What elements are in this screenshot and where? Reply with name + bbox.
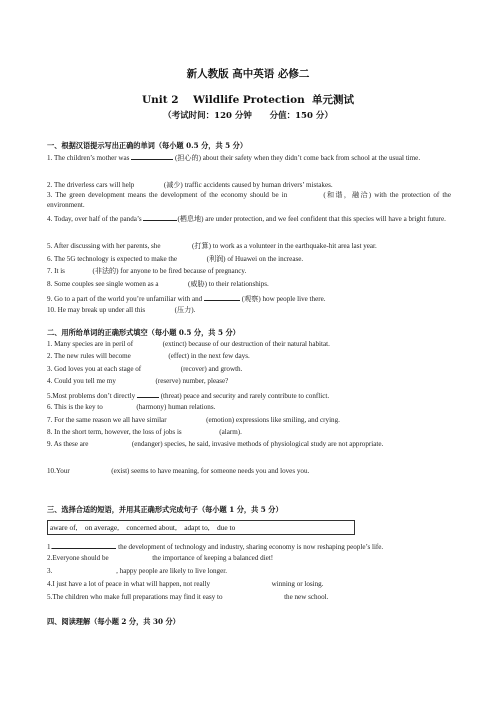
item-text: the importance of keeping a balanced diet! [150,554,274,562]
item-text: , happy people are likely to live longer. [116,567,227,575]
list-item [47,365,451,375]
item-text: 6. The 5G technology is expected to make the [47,255,179,263]
list-item [47,213,451,225]
item-text: 9. As these are [47,440,91,448]
item-text: (打算) to work as a volunteer in the earthquake-hit area last year. [190,242,377,250]
item-text: (recover) and growth. [178,365,243,373]
item-text: (观察) how people live there. [240,295,326,303]
list-item [47,242,451,252]
item-text: 5.Most problems don’t directly [47,392,137,400]
section4-heading: 四、阅读理解（每小题 2 分，共 30 分） [47,617,180,626]
answer-blank[interactable] [143,213,177,221]
answer-blank[interactable] [52,541,116,549]
item-text: the development of technology and industry, sharing economy is now reshaping people’s life. [116,543,384,551]
list-item [47,306,451,316]
item-text: 6. This is the key to [47,403,105,411]
list-item [47,293,451,305]
item-text: 10. He may break up under all this [47,306,147,314]
item-text: 1. The children’s mother was [47,154,132,162]
section1-heading: 一、根据汉语提示写出正确的单词（每小题 0.5 分，共 5 分） [47,141,248,150]
item-text: winning or losing. [269,580,324,588]
unit-title: Unit 2 Wildlife Protection 单元测试 [141,94,355,106]
item-text: 8. Some couples see single women as a [47,280,161,288]
item-text: 2.Everyone should be [47,554,111,562]
item-text: (effect) in the next few days. [166,352,250,360]
item-text: (栖息地) are under protection, and we feel confident that this species will have a bright future. [177,215,446,223]
item-text: (压力). [172,306,196,314]
item-text: (extinct) because of our destruction of their natural habitat. [160,340,330,348]
list-item [47,440,451,450]
item-text: 3. The green development means the development of the economy should be in [47,191,291,199]
item-text: 7. For the same reason we all have similar [47,416,169,424]
item-text: (endanger) species, he said, invasive methods of physiological study are not appropriate. [130,440,384,448]
item-text: (exist) seems to have meaning, for someone needs you and loves you. [109,467,310,475]
list-item [47,191,451,210]
section3-heading: 三、选择合适的短语，并用其正确形式完成句子（每小题 1 分，共 5 分） [47,505,283,514]
list-item [47,255,451,265]
item-text: (和谐，融洽) with the protection of the environment. [47,191,451,209]
page-title: 新人教版 高中英语 必修二 [186,68,310,80]
item-text: 4.I just have a lot of peace in what will happen, not really [47,580,212,588]
item-text: 3. [47,567,55,575]
item-text: 2. The driverless cars will help [47,181,137,189]
list-item [47,554,451,564]
list-item [47,340,451,350]
list-item [47,416,451,426]
item-text: 4. Could you tell me my [47,377,118,385]
item-text: (非法的) for anyone to be fired because of pregnancy. [90,267,247,275]
item-text: the new school. [282,593,329,601]
answer-blank[interactable] [131,152,173,160]
item-text: (利润) of Huawei on the increase. [204,255,304,263]
item-text: 7. It is [47,267,67,275]
item-text: (威胁) to their relationships. [186,280,269,288]
answer-blank[interactable] [137,390,159,398]
list-item [47,152,451,164]
list-item [47,467,451,477]
list-item [47,403,451,413]
item-text: (emotion) expressions like smiling, and crying. [204,416,340,424]
list-item [47,280,451,290]
item-text: 5.The children who make full preparations may find it easy to [47,593,225,601]
item-text: 1. [47,543,53,551]
list-item [47,377,451,387]
list-item [47,267,451,277]
item-text: 4. Today, over half of the panda’s [47,215,144,223]
list-item [47,541,451,553]
item-text: (减少) traffic accidents caused by human drivers’ mistakes. [162,181,333,189]
item-text: (harmony) human relations. [134,403,216,411]
list-item [47,593,451,603]
list-item [47,428,451,438]
word-bank: aware of, on average, concerned about, adapt to, due to [47,520,355,535]
item-text: (alarm). [217,428,242,436]
item-text: 9. Go to a part of the world you’re unfamiliar with and [47,295,205,303]
answer-blank[interactable] [204,293,240,301]
item-text: (担心的) about their safety when they didn’t come back from school at the usual time. [173,154,421,162]
exam-info: （考试时间：120 分钟 分值：150 分） [163,111,333,121]
item-text: 5. After discussing with her parents, she [47,242,163,250]
item-text: 10.Your [47,467,72,475]
item-text: 1. Many species are in peril of [47,340,135,348]
section2-heading: 二、用所给单词的正确形式填空（每小题 0.5 分，共 5 分） [47,328,240,337]
list-item [47,181,451,191]
item-text: (threat) peace and security and rarely contribute to conflict. [158,392,330,400]
item-text: 2. The new rules will become [47,352,133,360]
list-item [47,580,451,590]
item-text: 8. In the short term, however, the loss of jobs is [47,428,184,436]
list-item [47,352,451,362]
item-text: (reserve) number, please? [153,377,229,385]
item-text: 3. God loves you at each stage of [47,365,143,373]
list-item [47,567,451,577]
list-item [47,390,451,402]
